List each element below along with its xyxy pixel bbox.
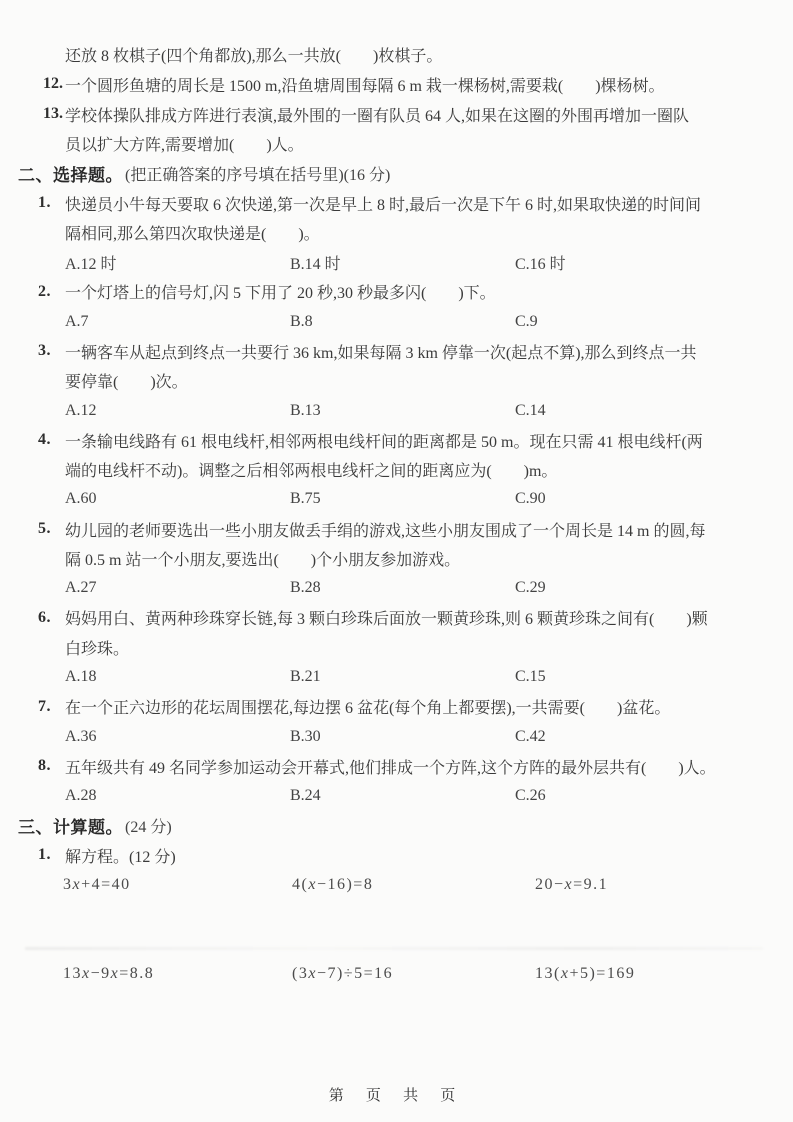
question-2-text-line1: 一个灯塔上的信号灯,闪 5 下用了 20 秒,30 秒最多闪( )下。: [65, 285, 496, 303]
section-3-title: 三、计算题。: [18, 817, 123, 837]
question-5-number: 5.: [38, 520, 51, 538]
question-5-option-a: A.27: [65, 579, 97, 597]
question-1-number: 1.: [38, 194, 51, 212]
question-6-text-line1: 妈妈用白、黄两种珍珠穿长链,每 3 颗白珍珠后面放一颗黄珍珠,则 6 颗黄珍珠之间有( )颗: [65, 611, 708, 629]
question-2-number: 2.: [38, 282, 51, 300]
question-4-option-a: A.60: [65, 490, 97, 508]
question-5-option-c: C.29: [515, 579, 546, 597]
question-8-row: [0, 751, 793, 781]
question-8-text-line1: 五年级共有 49 名同学参加运动会开幕式,他们排成一个方阵,这个方阵的最外层共有( )人。: [65, 759, 716, 777]
question-5-text-line1: 幼儿园的老师要选出一些小朋友做丢手绢的游戏,这些小朋友围成了一个周长是 14 m 的圆,每: [65, 522, 706, 540]
question-4-text-line1: 一条输电线路有 61 根电线杆,相邻两根电线杆间的距离都是 50 m。现在只需 41 根电线杆(两: [65, 433, 703, 451]
question-6-option-a: A.18: [65, 668, 97, 686]
question-2-option-a: A.7: [65, 312, 89, 330]
question-6-option-b: B.21: [290, 668, 321, 686]
question-5-text-line2: 隔 0.5 m 站一个小朋友,要选出( )个小朋友参加游戏。: [65, 552, 461, 570]
question-7-row: [0, 692, 793, 722]
question-1-options: [65, 247, 793, 277]
question-4-option-c: C.90: [515, 490, 546, 508]
page-footer: 第 页 共 页: [328, 1087, 465, 1104]
question-5-options: [65, 574, 793, 604]
question-2-option-b: B.8: [290, 312, 313, 330]
question-12-text: 一个圆形鱼塘的周长是 1500 m,沿鱼塘周围每隔 6 m 栽一棵杨树,需要栽( )棵杨树。: [65, 77, 665, 95]
question-13-number: 13.: [43, 105, 63, 123]
question-1-row: [0, 188, 793, 218]
subquestion-1-number: 1.: [38, 846, 51, 864]
question-4-option-b: B.75: [290, 490, 321, 508]
question-13-text-line2: 员以扩大方阵,需要增加( )人。: [65, 137, 304, 155]
equation-1: 3x+4=40: [63, 875, 131, 893]
question-6-text-line2: 白珍珠。: [65, 641, 130, 659]
question-3-number: 3.: [38, 342, 51, 360]
fill-blank-carryover-line: 还放 8 枚棋子(四个角都放),那么一共放( )枚棋子。: [65, 48, 443, 66]
question-7-number: 7.: [38, 697, 51, 715]
question-3-text-line2: 要停靠( )次。: [65, 374, 188, 392]
question-2-row: [0, 277, 793, 307]
question-3-option-b: B.13: [290, 401, 321, 419]
equation-2: 4(x−16)=8: [292, 875, 374, 893]
question-1-option-b: B.14 时: [290, 255, 341, 273]
question-8-options: [65, 781, 793, 811]
question-2-option-c: C.9: [515, 312, 538, 330]
question-13-text-line1: 学校体操队排成方阵进行表演,最外围的一圈有队员 64 人,如果在这圈的外围再增加一圈队: [65, 107, 690, 125]
question-13-row: [0, 99, 793, 129]
question-3-text-line1: 一辆客车从起点到终点一共要行 36 km,如果每隔 3 km 停靠一次(起点不算),那么到终点一共: [65, 344, 697, 362]
question-8-option-c: C.26: [515, 786, 546, 804]
equation-3: 20−x=9.1: [535, 875, 609, 893]
question-1-text-line2: 隔相同,那么第四次取快递是( )。: [65, 226, 320, 244]
equations-row-2: [63, 960, 793, 990]
question-6-option-c: C.15: [515, 668, 546, 686]
equation-5: (3x−7)÷5=16: [292, 965, 394, 983]
question-4-number: 4.: [38, 431, 51, 449]
question-8-number: 8.: [38, 757, 51, 775]
question-7-options: [65, 722, 793, 752]
question-8-option-b: B.24: [290, 786, 321, 804]
question-6-row: [0, 603, 793, 633]
question-1-option-a: A.12 时: [65, 255, 117, 273]
section-2-note: (把正确答案的序号填在括号里)(16 分): [125, 166, 391, 184]
section-3-note: (24 分): [125, 818, 172, 836]
question-5-row: [0, 514, 793, 544]
question-3-option-c: C.14: [515, 401, 546, 419]
question-6-options: [65, 662, 793, 692]
question-2-options: [65, 307, 793, 337]
section-2-title: 二、选择题。: [18, 165, 123, 185]
question-7-option-c: C.42: [515, 727, 546, 745]
question-1-option-c: C.16 时: [515, 255, 566, 273]
calculation-section-heading: [18, 811, 793, 841]
equation-6: 13(x+5)=169: [535, 965, 636, 983]
question-12-row: [0, 70, 793, 100]
subquestion-1-text: 解方程。(12 分): [65, 848, 176, 866]
question-3-row: [0, 336, 793, 366]
equations-row-1: [63, 870, 793, 900]
question-4-options: [65, 485, 793, 515]
question-4-text-line2: 端的电线杆不动)。调整之后相邻两根电线杆之间的距离应为( )m。: [65, 463, 558, 481]
question-3-options: [65, 396, 793, 426]
question-4-row: [0, 425, 793, 455]
solve-equations-subheading: [0, 840, 793, 870]
question-8-option-a: A.28: [65, 786, 97, 804]
multiple-choice-section-heading: [18, 159, 793, 189]
question-3-option-a: A.12: [65, 401, 97, 419]
question-7-text-line1: 在一个正六边形的花坛周围摆花,每边摆 6 盆花(每个角上都要摆),一共需要( )盆花。: [65, 700, 671, 718]
question-7-option-b: B.30: [290, 727, 321, 745]
question-1-text-line1: 快递员小牛每天要取 6 次快递,第一次是早上 8 时,最后一次是下午 6 时,如果取快递的时间间: [65, 196, 702, 214]
equation-4: 13x−9x=8.8: [63, 965, 155, 983]
question-7-option-a: A.36: [65, 727, 97, 745]
question-6-number: 6.: [38, 608, 51, 626]
question-12-number: 12.: [43, 75, 63, 93]
question-5-option-b: B.28: [290, 579, 321, 597]
